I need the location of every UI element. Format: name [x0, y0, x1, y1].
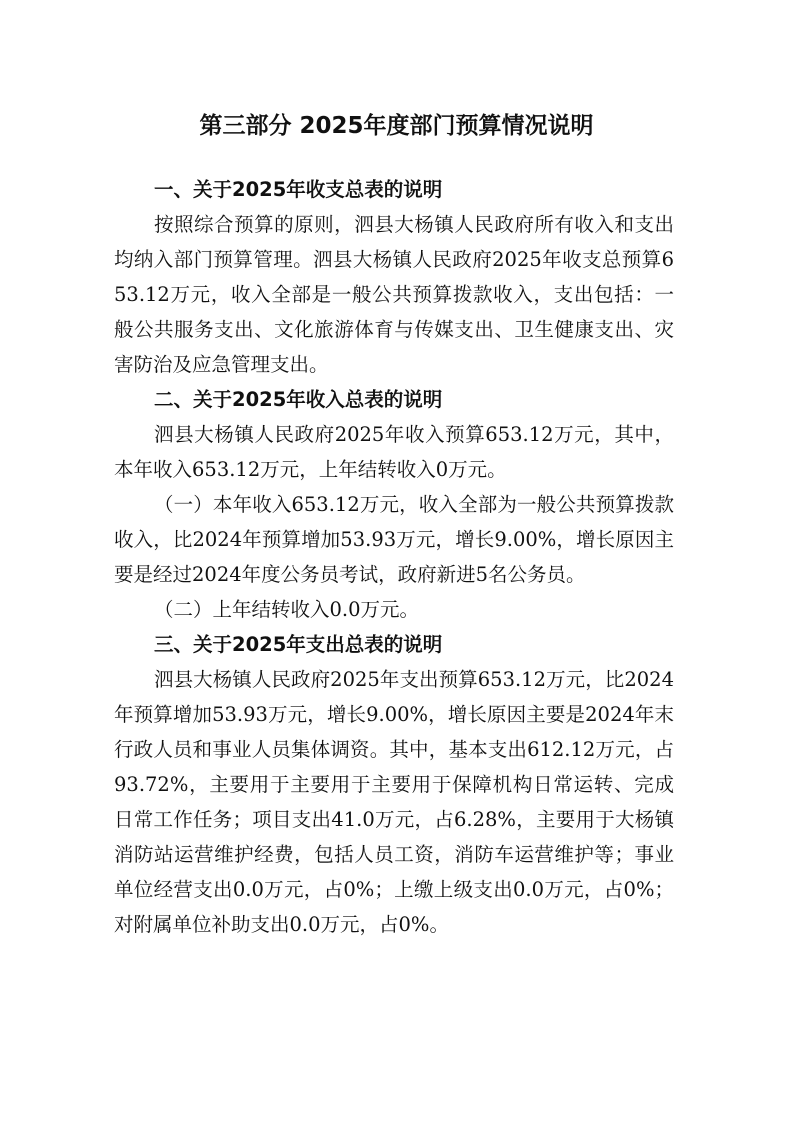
document-body: [114, 172, 674, 942]
section-3-heading: 三、关于2025年支出总表的说明: [154, 633, 443, 656]
section-2-item-2: （二）上年结转收入0.0万元。: [154, 598, 420, 621]
section-2-item-1: （一）本年收入653.12万元，收入全部为一般公共预算拨款收入，比2024年预算增加53.93万元，增长9.00%，增长原因主要是经过2024年度公务员考试，政府新进5名公务员。: [114, 493, 674, 586]
page-title: 第三部分 2025年度部门预算情况说明: [199, 113, 594, 139]
section-1-heading: 一、关于2025年收支总表的说明: [154, 178, 443, 201]
section-2-heading: 二、关于2025年收入总表的说明: [154, 388, 443, 411]
section-3-paragraph: 泗县大杨镇人民政府2025年支出预算653.12万元，比2024年预算增加53.93万元，增长9.00%，增长原因主要是2024年末行政人员和事业人员集体调资。其中，基本支出612.12万元，占93.72%，主要用于主要用于主要用于保障机构日常运转、完成日常工作任务；项目支出41.0万元，占6.28%，主要用于大杨镇消防站运营维护经费，包括人员工资，消防车运营维护等；事业单位经营支出0.0万元，占0%；上缴上级支出0.0万元，占0%；对附属单位补助支出0.0万元，占0%。: [114, 668, 674, 936]
section-2-paragraph: 泗县大杨镇人民政府2025年收入预算653.12万元，其中，本年收入653.12万元，上年结转收入0万元。: [114, 423, 674, 481]
section-1-paragraph: 按照综合预算的原则，泗县大杨镇人民政府所有收入和支出均纳入部门预算管理。泗县大杨镇人民政府2025年收支总预算653.12万元，收入全部是一般公共预算拨款收入，支出包括：一般公共服务支出、文化旅游体育与传媒支出、卫生健康支出、灾害防治及应急管理支出。: [114, 213, 674, 376]
